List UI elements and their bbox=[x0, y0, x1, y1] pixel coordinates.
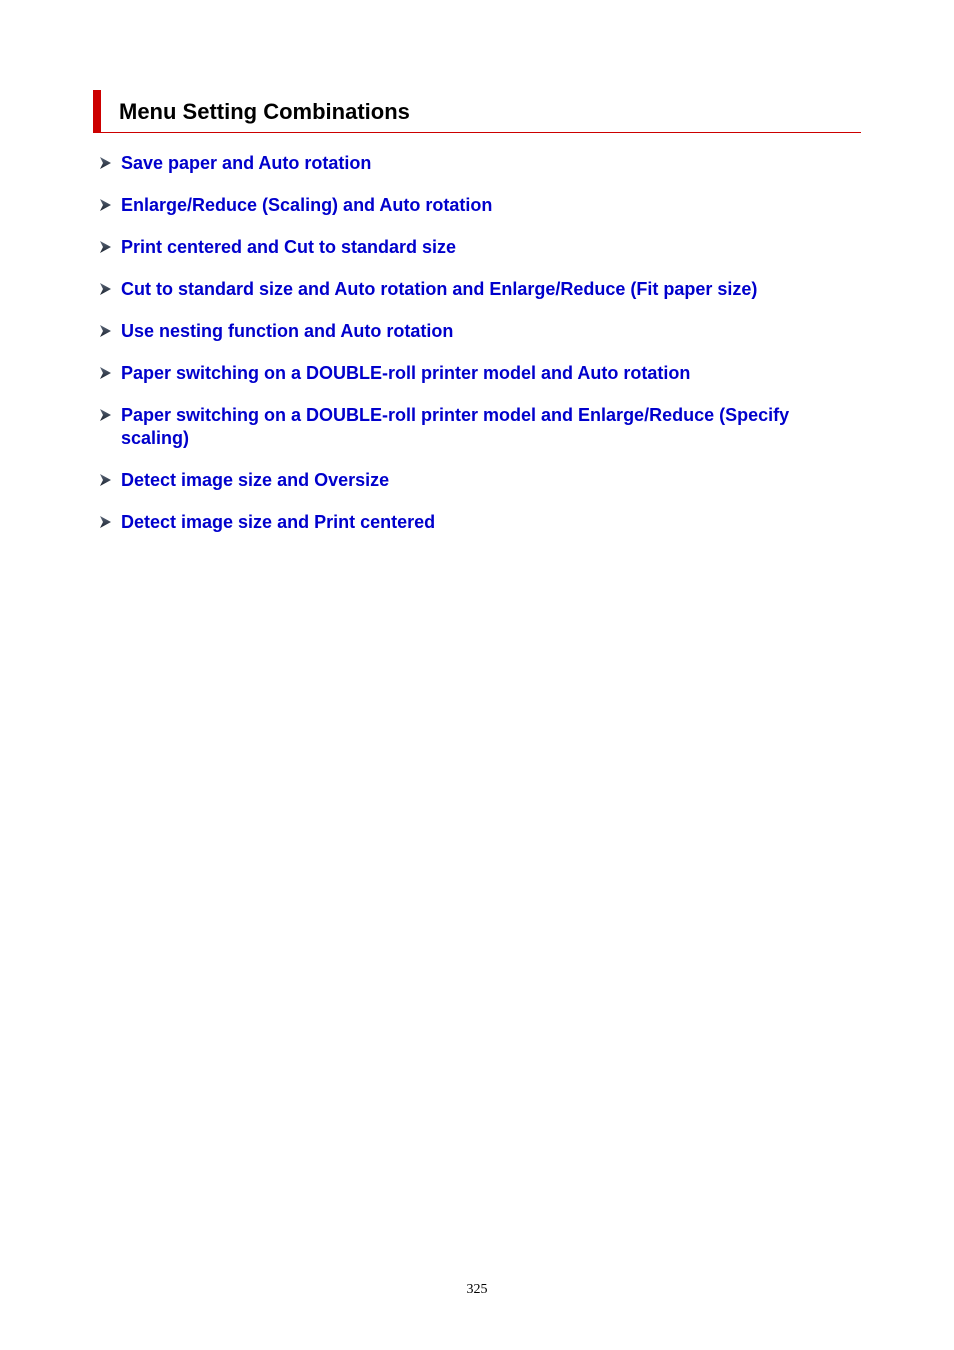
link-double-roll-specify-scaling[interactable]: Paper switching on a DOUBLE-roll printer model and Enlarge/Reduce (Specify scaling) bbox=[121, 405, 790, 448]
link-enlarge-reduce-scaling-auto-rotation[interactable]: Enlarge/Reduce (Scaling) and Auto rotation bbox=[121, 195, 493, 215]
triangle-right-icon bbox=[98, 240, 112, 254]
link-list bbox=[98, 152, 854, 553]
page-title: Menu Setting Combinations bbox=[119, 99, 410, 124]
link-print-centered-cut-standard-size[interactable]: Print centered and Cut to standard size bbox=[121, 237, 457, 257]
triangle-right-icon bbox=[98, 366, 112, 380]
triangle-right-icon bbox=[98, 324, 112, 338]
list-item bbox=[98, 152, 854, 175]
list-item bbox=[98, 194, 854, 217]
triangle-right-icon bbox=[98, 473, 112, 487]
section-heading bbox=[93, 90, 861, 133]
link-save-paper-auto-rotation[interactable]: Save paper and Auto rotation bbox=[121, 153, 372, 173]
triangle-right-icon bbox=[98, 515, 112, 529]
list-item bbox=[98, 362, 854, 385]
link-double-roll-auto-rotation[interactable]: Paper switching on a DOUBLE-roll printer model and Auto rotation bbox=[121, 363, 691, 383]
link-nesting-auto-rotation[interactable]: Use nesting function and Auto rotation bbox=[121, 321, 454, 341]
link-cut-standard-auto-rotation-fit-paper[interactable]: Cut to standard size and Auto rotation and Enlarge/Reduce (Fit paper size) bbox=[121, 279, 758, 299]
link-detect-image-size-oversize[interactable]: Detect image size and Oversize bbox=[121, 470, 390, 490]
link-detect-image-size-print-centered[interactable]: Detect image size and Print centered bbox=[121, 512, 436, 532]
triangle-right-icon bbox=[98, 408, 112, 422]
list-item bbox=[98, 511, 854, 534]
list-item bbox=[98, 236, 854, 259]
triangle-right-icon bbox=[98, 156, 112, 170]
list-item bbox=[98, 278, 854, 301]
heading-accent-bar bbox=[93, 90, 101, 133]
list-item bbox=[98, 469, 854, 492]
triangle-right-icon bbox=[98, 198, 112, 212]
list-item bbox=[98, 320, 854, 343]
list-item bbox=[98, 404, 854, 450]
page-number: 325 bbox=[466, 1282, 488, 1297]
triangle-right-icon bbox=[98, 282, 112, 296]
